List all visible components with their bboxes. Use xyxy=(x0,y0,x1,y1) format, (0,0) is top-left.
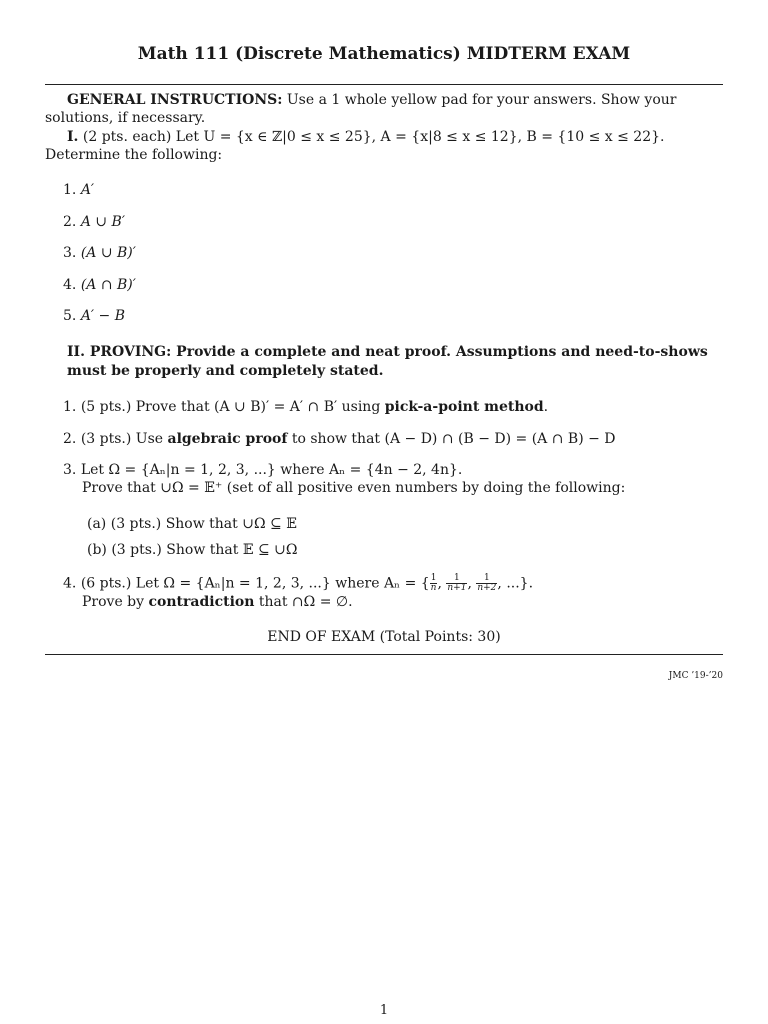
item-bold-text: pick-a-point method xyxy=(384,399,544,415)
item-text-end: , ...}. xyxy=(497,575,534,592)
subitem-label: (a) xyxy=(87,516,107,532)
part1-roman: I. xyxy=(67,129,79,145)
general-instructions-text: Use a 1 whole yellow pad for your answers. Show your solutions, if necessary. xyxy=(45,92,677,126)
item-number: 2. xyxy=(63,214,77,230)
item-line-2-end: that ∩Ω = ∅. xyxy=(254,594,353,610)
item-number: 1. xyxy=(63,399,77,415)
fraction-denominator: n+1 xyxy=(447,583,467,593)
part2-item-4: 4. (6 pts.) Let Ω = {Aₙ|n = 1, 2, 3, ...} where Aₙ = { $\frac{1}{n}$ , $\frac{1}{n+1}$ , $\frac{1}{n+2}$ , ...}. Prove by contradiction that ∩Ω = ∅. xyxy=(63,573,534,610)
bottom-rule xyxy=(45,654,723,655)
subitem-text: (3 pts.) Show that ∪Ω ⊆ 𝔼 xyxy=(110,516,297,532)
item-number: 3. xyxy=(63,245,77,261)
general-instructions xyxy=(45,91,723,127)
fraction-denominator: n xyxy=(430,583,437,593)
part1-item xyxy=(63,213,125,231)
top-rule xyxy=(45,84,723,85)
part2-heading xyxy=(45,343,723,381)
part2-item-3 xyxy=(63,461,625,497)
fraction-numerator: 1 xyxy=(476,574,497,584)
item-number: 4. xyxy=(63,575,77,592)
page-number: 1 xyxy=(379,1003,389,1018)
end-of-exam: END OF EXAM (Total Points: 30) xyxy=(267,629,501,645)
fraction-denominator: n+2 xyxy=(477,583,497,593)
subitem-text: (3 pts.) Show that 𝔼 ⊆ ∪Ω xyxy=(111,542,298,558)
exam-content xyxy=(45,0,723,1024)
item-text-end: to show that (A − D) ∩ (B − D) = (A ∩ B) − D xyxy=(287,431,616,447)
fraction-numerator: 1 xyxy=(430,573,437,583)
item-line-1: Let Ω = {Aₙ|n = 1, 2, 3, ...} where Aₙ = {4n − 2, 4n}. xyxy=(80,462,463,478)
item-expression: A′ − B xyxy=(80,308,126,324)
item-number: 4. xyxy=(63,277,77,293)
part2-subitem-b xyxy=(87,541,297,559)
author-code: JMC ’19-’20 xyxy=(668,671,723,681)
item-number: 5. xyxy=(63,308,77,324)
item-number: 3. xyxy=(63,462,77,478)
item-bold-text: algebraic proof xyxy=(167,431,288,447)
part1-intro-text: (2 pts. each) Let U = {x ∈ ℤ|0 ≤ x ≤ 25}, A = {x|8 ≤ x ≤ 12}, B = {10 ≤ x ≤ 22}. Determine the following: xyxy=(45,129,665,163)
item-text-end: . xyxy=(543,399,549,415)
item-expression: A ∪ B′ xyxy=(80,214,126,230)
fraction xyxy=(476,574,497,593)
part1-item xyxy=(63,244,136,262)
item-expression: (A ∪ B)′ xyxy=(80,245,136,261)
part1-item xyxy=(63,307,125,325)
general-instructions-label: GENERAL INSTRUCTIONS: xyxy=(67,92,283,108)
fraction-numerator: 1 xyxy=(446,574,467,584)
part1-intro xyxy=(45,128,723,164)
part1-item xyxy=(63,276,136,294)
item-line-2-text: Prove by xyxy=(82,594,149,610)
fraction xyxy=(430,574,438,593)
exam-title: Math 111 (Discrete Mathematics) MIDTERM EXAM xyxy=(137,44,631,64)
fraction xyxy=(446,574,467,593)
item-number: 1. xyxy=(63,182,77,198)
item-number: 2. xyxy=(63,431,77,447)
subitem-label: (b) xyxy=(87,542,107,558)
item-text: (6 pts.) Let Ω = {Aₙ|n = 1, 2, 3, ...} where Aₙ = { xyxy=(80,575,430,592)
item-expression: A′ xyxy=(80,182,95,198)
part2-item-1 xyxy=(63,398,548,416)
part2-item-2 xyxy=(63,430,616,448)
item-text: (5 pts.) Prove that (A ∪ B)′ = A′ ∩ B′ using xyxy=(80,399,385,415)
item-text: (3 pts.) Use xyxy=(80,431,168,447)
item-line-2: Prove that ∪Ω = 𝔼⁺ (set of all positive even numbers by doing the following: xyxy=(82,480,626,496)
part2-subitem-a xyxy=(87,515,297,533)
item-line-2-bold: contradiction xyxy=(148,594,255,610)
item-expression: (A ∩ B)′ xyxy=(80,277,136,293)
part2-heading-text: II. PROVING: Provide a complete and neat proof. Assumptions and need-to-shows must be properly and completely stated. xyxy=(67,344,708,379)
part1-item xyxy=(63,181,94,199)
